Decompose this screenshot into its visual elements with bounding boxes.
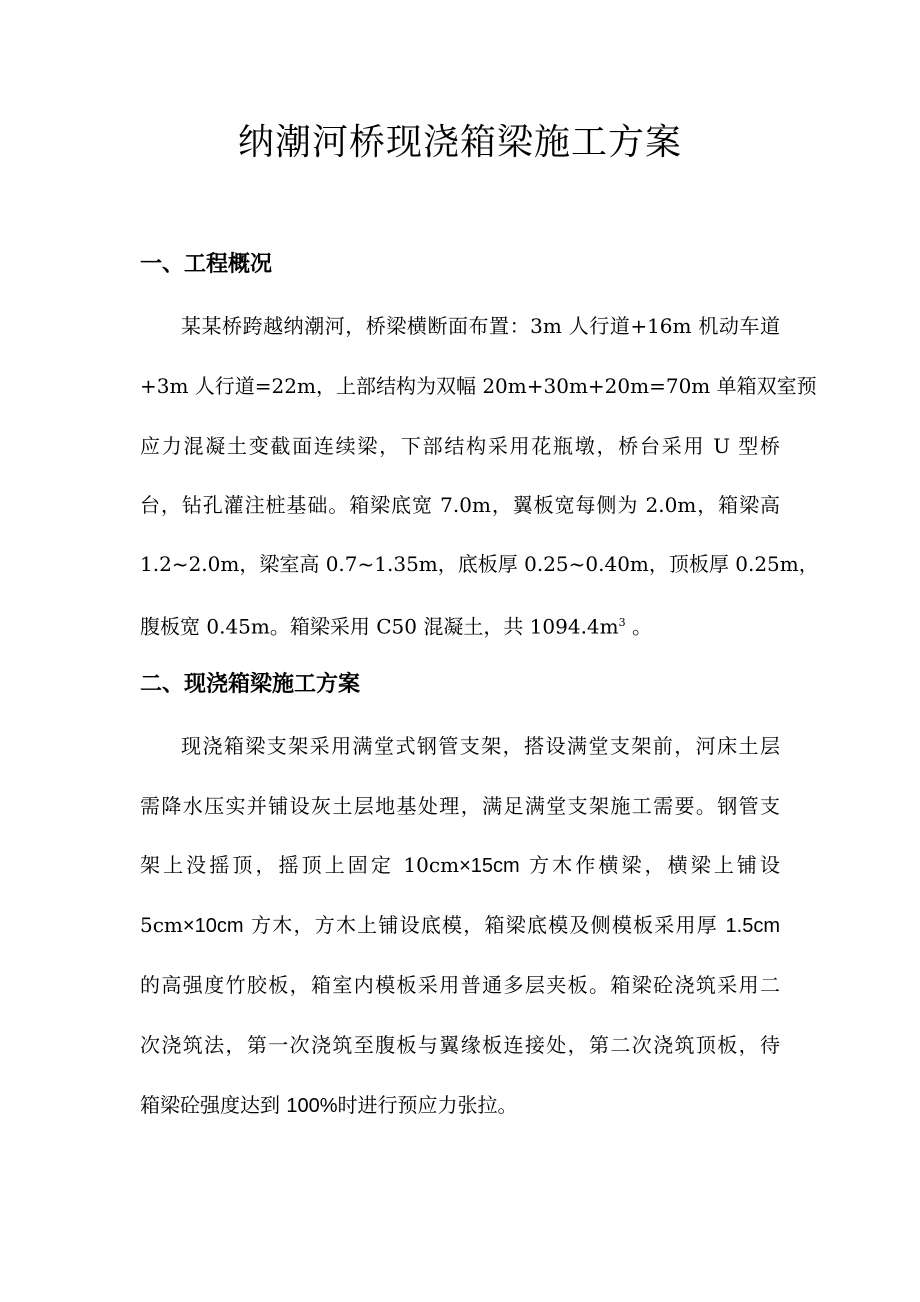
paragraph-line: +3m 人行道=22m，上部结构为双幅 20m+30m+20m=70m 单箱双室预 xyxy=(140,374,817,398)
text-run: 100% xyxy=(286,1095,338,1117)
section-heading-construction-plan: 二、现浇箱梁施工方案 xyxy=(140,672,361,697)
paragraph-line: 台，钻孔灌注桩基础。箱梁底宽 7.0m，翼板宽每侧为 2.0m，箱梁高 xyxy=(140,493,780,517)
paragraph-line: 需降水压实并铺设灰土层地基处理，满足满堂支架施工需要。钢管支 xyxy=(140,794,780,818)
text-run: 。 xyxy=(625,614,652,639)
text-run: 方木作横梁，横梁上铺设 xyxy=(519,853,781,877)
text-run: ×10cm xyxy=(182,915,244,937)
text-run: ×15cm xyxy=(459,855,520,877)
paragraph-line xyxy=(140,851,780,880)
paragraph-line: 次浇筑法，第一次浇筑至腹板与翼缘板连接处，第二次浇筑顶板，待 xyxy=(140,1033,780,1057)
text-run: 方木，方木上铺设底模，箱梁底模及侧模板采用厚 xyxy=(243,913,726,937)
text-run: 架上没摇顶，摇顶上固定 10cm xyxy=(140,853,460,877)
text-run: 1.5cm xyxy=(725,915,780,937)
paragraph-line xyxy=(140,911,780,940)
paragraph-line: 现浇箱梁支架采用满堂式钢管支架，搭设满堂支架前，河床土层 xyxy=(181,734,780,758)
paragraph-line: 应力混凝土变截面连续梁，下部结构采用花瓶墩，桥台采用 U 型桥 xyxy=(140,434,780,458)
superscript: 3 xyxy=(618,616,626,629)
text-run: 箱梁砼强度达到 xyxy=(140,1093,287,1117)
text-run: 5cm xyxy=(140,913,183,937)
paragraph-line: 的高强度竹胶板，箱室内模板采用普通多层夹板。箱梁砼浇筑采用二 xyxy=(140,973,780,997)
paragraph-line: 1.2~2.0m，梁室高 0.7~1.35m，底板厚 0.25~0.40m，顶板厚 0.25m， xyxy=(140,552,819,576)
paragraph-line xyxy=(140,609,780,641)
paragraph-line: 某某桥跨越纳潮河，桥梁横断面布置：3m 人行道+16m 机动车道 xyxy=(181,314,780,338)
paragraph-line xyxy=(140,1091,780,1120)
text-run: 时进行预应力张拉。 xyxy=(337,1093,518,1117)
text-run: 腹板宽 0.45m。箱梁采用 C50 混凝土，共 1094.4m xyxy=(140,614,619,639)
section-heading-overview: 一、工程概况 xyxy=(140,252,273,277)
document-title: 纳潮河桥现浇箱梁施工方案 xyxy=(237,122,682,163)
